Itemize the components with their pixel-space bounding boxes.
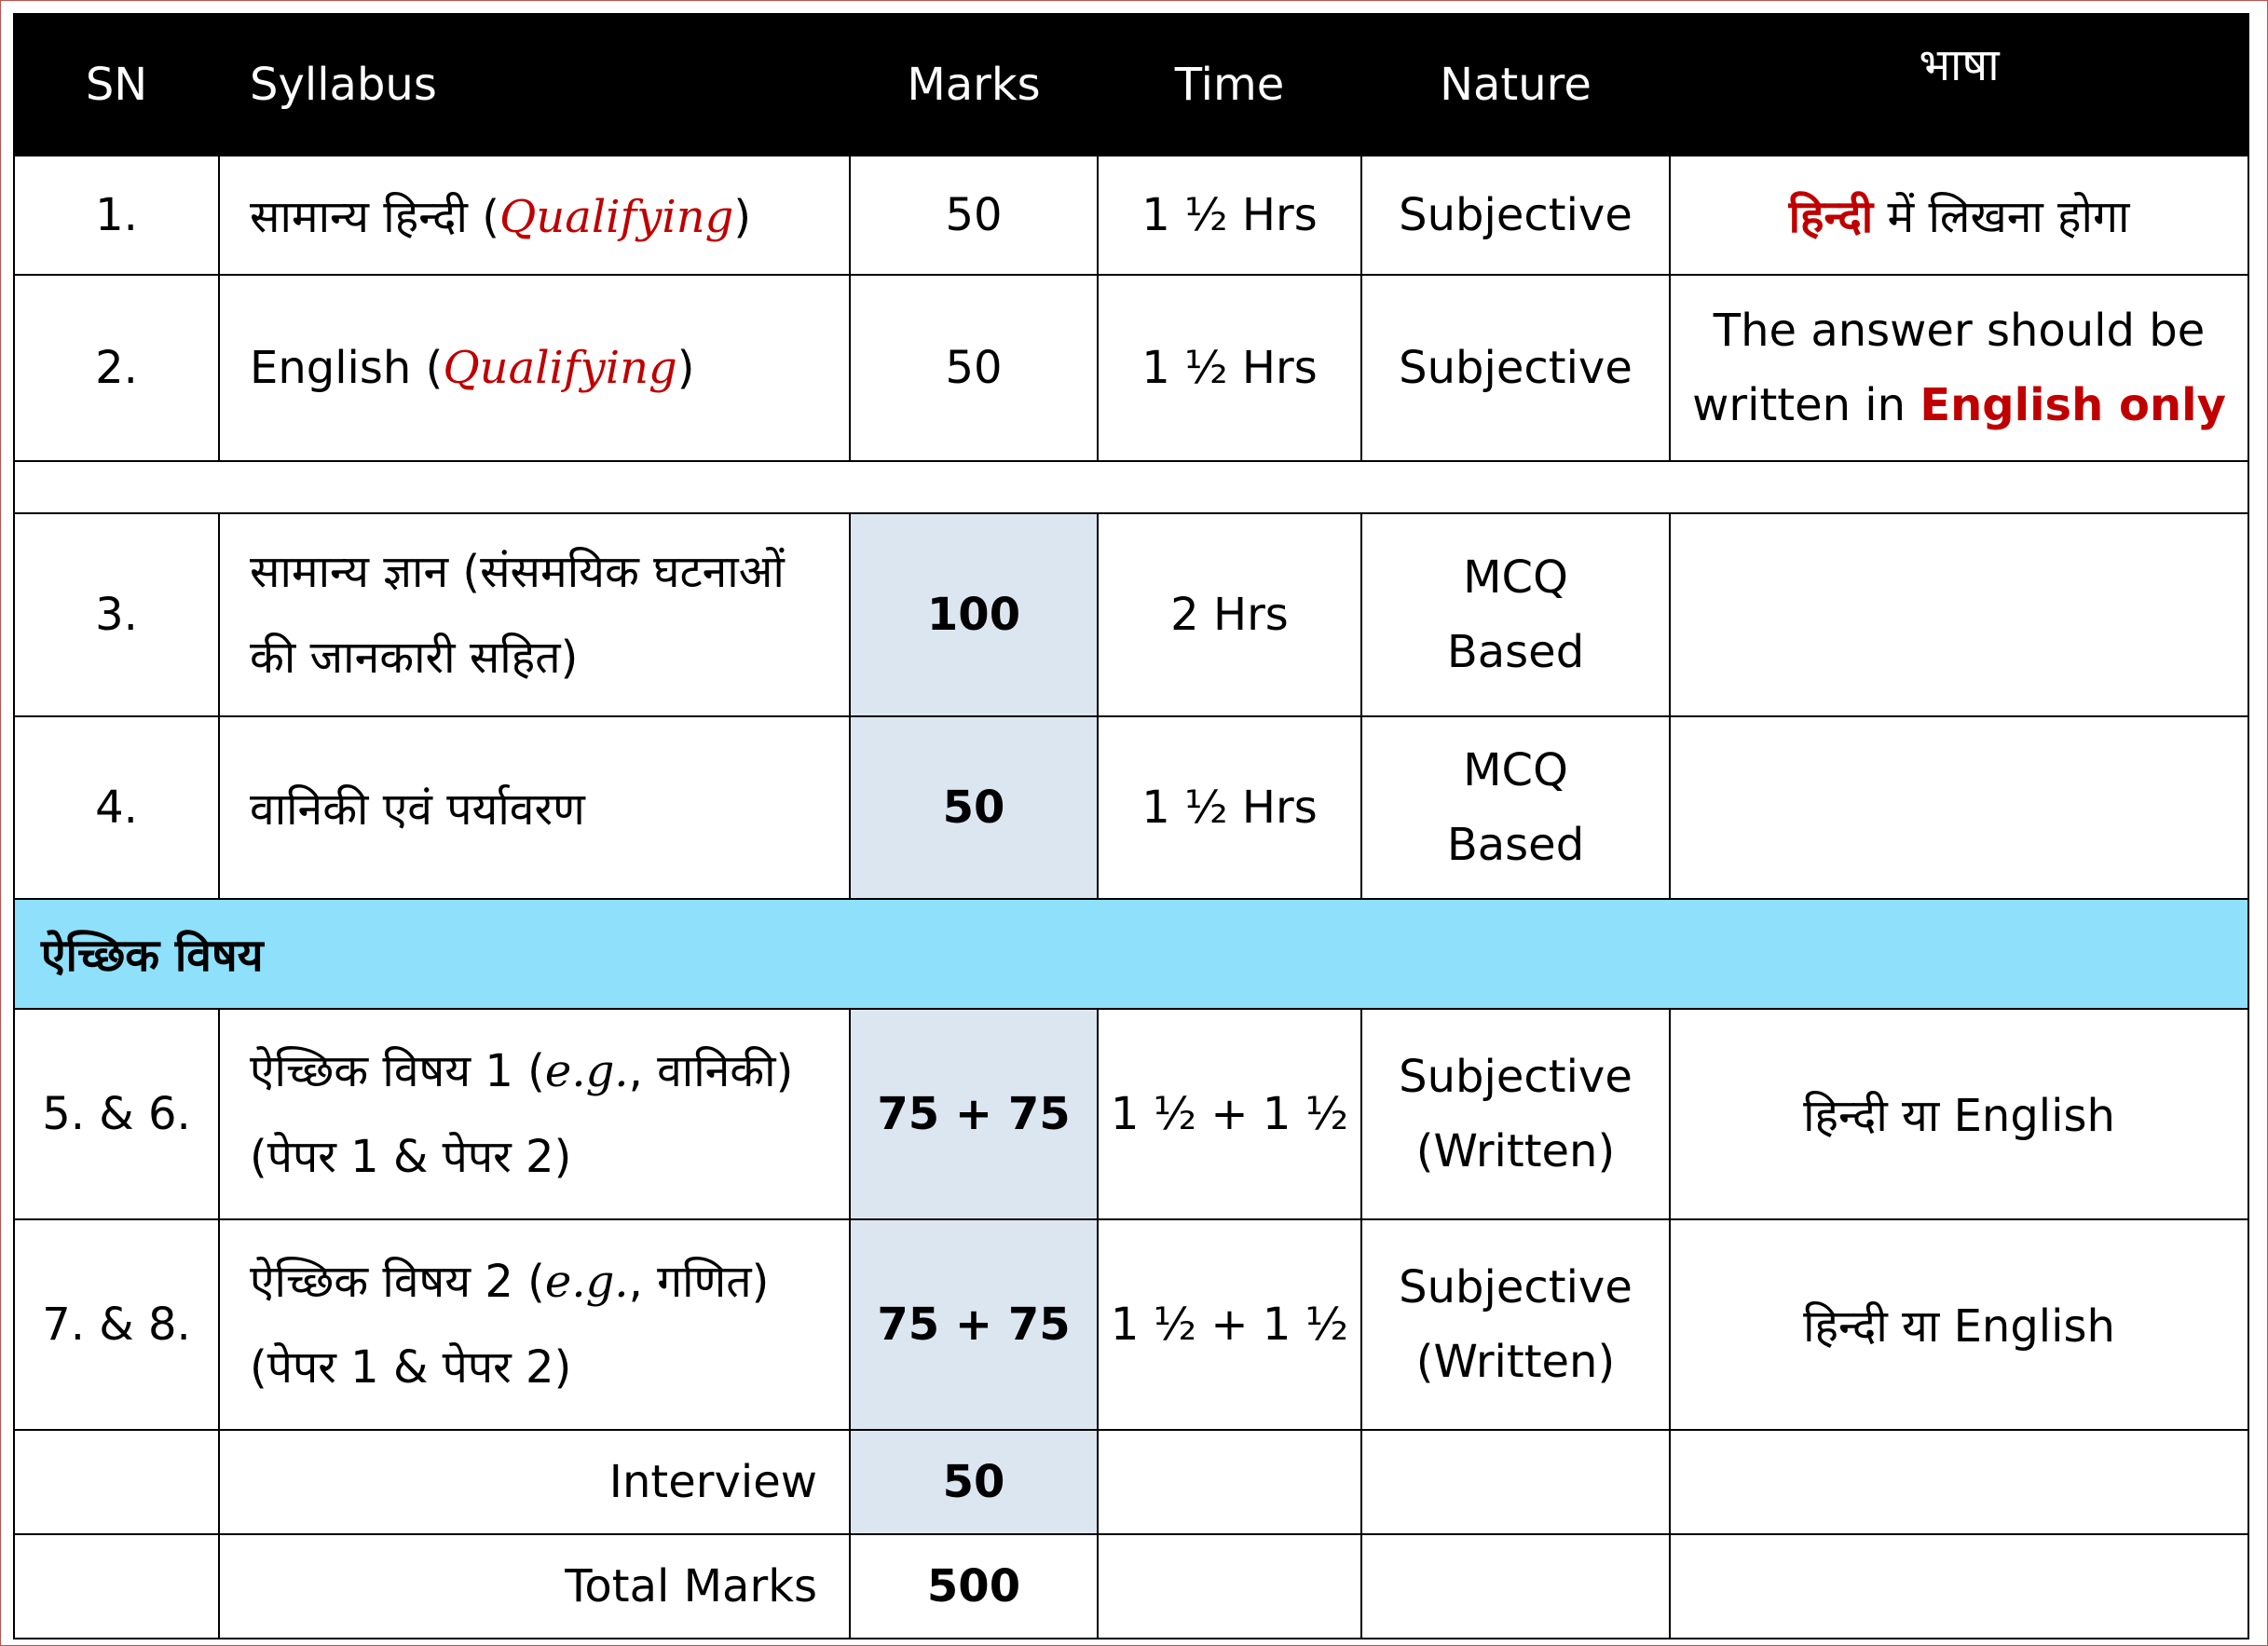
syllabus-table [13, 13, 2249, 1639]
eg-text: e.g. [544, 1256, 629, 1308]
row-language [1670, 275, 2248, 461]
row-nature [1361, 1430, 1670, 1534]
nature-line-1: MCQ [1463, 744, 1568, 796]
spacer-cell [14, 461, 2248, 513]
row-language [1670, 156, 2248, 275]
subject-pre: ऐच्छिक विषय 1 ( [250, 1045, 545, 1097]
row-nature [1361, 1009, 1670, 1219]
row-language [1670, 716, 2248, 899]
paren-open: ( [467, 190, 499, 243]
interview-label: Interview [219, 1430, 850, 1534]
row-nature [1361, 513, 1670, 716]
row-marks: 50 [850, 156, 1098, 275]
nature-line-2: (Written) [1415, 1336, 1616, 1388]
row-sn: 4. [14, 716, 219, 899]
row-nature: Subjective [1361, 156, 1670, 275]
row-time: 1 ½ Hrs [1098, 716, 1361, 899]
row-subject [219, 1219, 850, 1430]
row-marks: 100 [850, 513, 1098, 716]
row-subject [219, 156, 850, 275]
row-language [1670, 1430, 2248, 1534]
subject-post: , वानिकी) [628, 1045, 794, 1097]
table-row [14, 513, 2248, 716]
qualifier-text: Qualifying [499, 190, 734, 243]
row-subject [219, 275, 850, 461]
row-sn: 3. [14, 513, 219, 716]
row-nature [1361, 1534, 1670, 1639]
table-row [14, 1009, 2248, 1219]
row-sn: 2. [14, 275, 219, 461]
row-marks: 50 [850, 716, 1098, 899]
subject-text: सामान्य हिन्दी [250, 190, 468, 243]
row-nature [1361, 1219, 1670, 1430]
row-time: 1 ½ Hrs [1098, 156, 1361, 275]
header-language: भाषा [1670, 14, 2248, 156]
row-sn [14, 1430, 219, 1534]
row-time: 1 ½ Hrs [1098, 275, 1361, 461]
table-row [14, 275, 2248, 461]
language-highlight: English only [1920, 379, 2226, 431]
row-time: 2 Hrs [1098, 513, 1361, 716]
row-subject: वानिकी एवं पर्यावरण [219, 716, 850, 899]
spacer-row [14, 461, 2248, 513]
row-time [1098, 1430, 1361, 1534]
subject-text: English [250, 342, 412, 394]
subject-line-1: सामान्य ज्ञान (संसमयिक घटनाओं [250, 546, 785, 598]
interview-marks: 50 [850, 1430, 1098, 1534]
language-line-1: The answer should be [1713, 305, 2206, 357]
nature-line-1: MCQ [1463, 551, 1568, 604]
row-language: हिन्दी या English [1670, 1219, 2248, 1430]
row-language [1670, 1534, 2248, 1639]
nature-line-2: Based [1446, 626, 1585, 678]
row-time: 1 ½ + 1 ½ [1098, 1219, 1361, 1430]
row-marks: 75 + 75 [850, 1009, 1098, 1219]
table-row [14, 1219, 2248, 1430]
row-subject [219, 513, 850, 716]
interview-row [14, 1430, 2248, 1534]
row-time [1098, 1534, 1361, 1639]
row-subject [219, 1009, 850, 1219]
total-label: Total Marks [219, 1534, 850, 1639]
paren-close: ) [676, 342, 695, 394]
subject-post: , गणित) [628, 1256, 770, 1308]
header-time: Time [1098, 14, 1361, 156]
table-header-row [14, 14, 2248, 156]
total-row [14, 1534, 2248, 1639]
language-highlight: हिन्दी [1788, 190, 1874, 243]
row-sn: 1. [14, 156, 219, 275]
row-nature: Subjective [1361, 275, 1670, 461]
row-marks: 75 + 75 [850, 1219, 1098, 1430]
qualifier-text: Qualifying [443, 342, 677, 394]
nature-line-1: Subjective [1399, 1051, 1633, 1103]
subject-line-2: की जानकारी सहित) [250, 632, 579, 684]
header-syllabus: Syllabus [219, 14, 850, 156]
header-nature: Nature [1361, 14, 1670, 156]
row-sn: 5. & 6. [14, 1009, 219, 1219]
nature-line-2: Based [1446, 819, 1585, 871]
row-marks: 50 [850, 275, 1098, 461]
paren-close: ) [733, 190, 752, 243]
language-rest: में लिखना होगा [1873, 190, 2130, 243]
paren-open: ( [411, 342, 444, 394]
subject-pre: ऐच्छिक विषय 2 ( [250, 1256, 545, 1308]
language-line-2: written in [1692, 379, 1920, 431]
row-sn [14, 1534, 219, 1639]
eg-text: e.g. [544, 1045, 629, 1097]
section-title: ऐच्छिक विषय [14, 899, 2248, 1009]
table-row [14, 156, 2248, 275]
nature-line-1: Subjective [1399, 1261, 1633, 1313]
total-marks: 500 [850, 1534, 1098, 1639]
row-language: हिन्दी या English [1670, 1009, 2248, 1219]
row-sn: 7. & 8. [14, 1219, 219, 1430]
row-time: 1 ½ + 1 ½ [1098, 1009, 1361, 1219]
subject-line-2: (पेपर 1 & पेपर 2) [250, 1131, 572, 1183]
header-marks: Marks [850, 14, 1098, 156]
subject-line-2: (पेपर 1 & पेपर 2) [250, 1341, 572, 1394]
row-language [1670, 513, 2248, 716]
section-row [14, 899, 2248, 1009]
table-row [14, 716, 2248, 899]
nature-line-2: (Written) [1415, 1125, 1616, 1177]
row-nature [1361, 716, 1670, 899]
header-sn: SN [14, 14, 219, 156]
